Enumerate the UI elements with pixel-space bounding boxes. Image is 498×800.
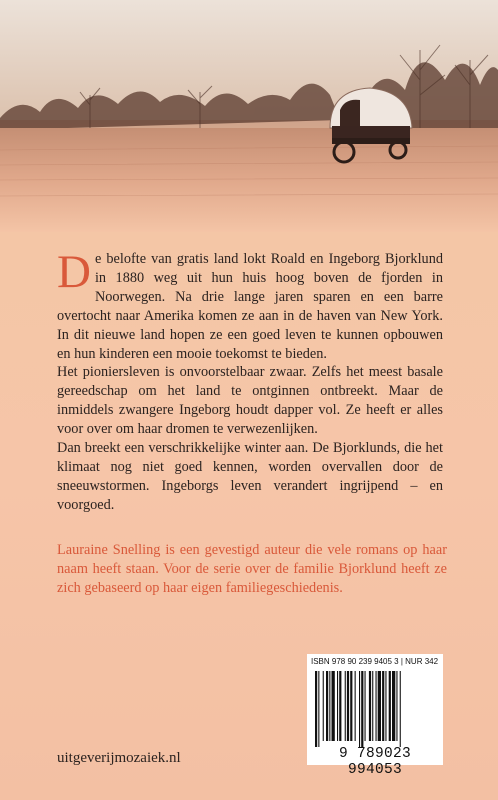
isbn-barcode-box (307, 654, 443, 778)
drop-cap: D (57, 246, 91, 298)
blurb-paragraph-2: Het pioniersleven is onvoorstelbaar zwaar. Zelfs het meest basale gereedschap om het land te ontginnen ontbreekt. Maar de inmiddels zwangere Ingeborg houdt dapper vol. Ze heeft er alles voor over om haar dromen te verwezenlijken. (57, 364, 443, 438)
barcode-icon (313, 671, 437, 747)
author-note-text: Lauraine Snelling is een gevestigd auteur die vele romans op haar naam heeft staan. Voor de serie over de familie Bjorklund heeft ze zich gebaseerd op haar eigen familiegeschiedenis. (57, 542, 447, 596)
isbn-line: ISBN 978 90 239 9405 3 | NUR 342 (311, 657, 439, 666)
blurb-text (57, 246, 443, 515)
cover-photo-prairie-wagon (0, 0, 498, 232)
barcode-number: 9 789023 994053 (338, 746, 411, 778)
author-note (57, 541, 447, 598)
blurb-paragraph-3: Dan breekt een verschrikkelijke winter aan. De Bjorklunds, die het klimaat nog niet goed kennen, worden overvallen door de sneeuwstormen. Ingeborgs leven verandert ingrijpend – en voorgoed. (57, 440, 443, 513)
blurb-paragraph-1: e belofte van gratis land lokt Roald en Ingeborg Bjorklund in 1880 weg uit hun huis hoog boven de fjorden in Noorwegen. Na drie lange jaren sparen en een barre overtocht naar Amerika komen ze aan in de haven van New York. In dit nieuwe land hopen ze een goed leven te kunnen opbouwen en hun kinderen een mooie toekomst te bieden. (57, 251, 443, 362)
publisher-website: uitgeverijmozaiek.nl (57, 750, 181, 766)
prairie-illustration (0, 0, 498, 232)
